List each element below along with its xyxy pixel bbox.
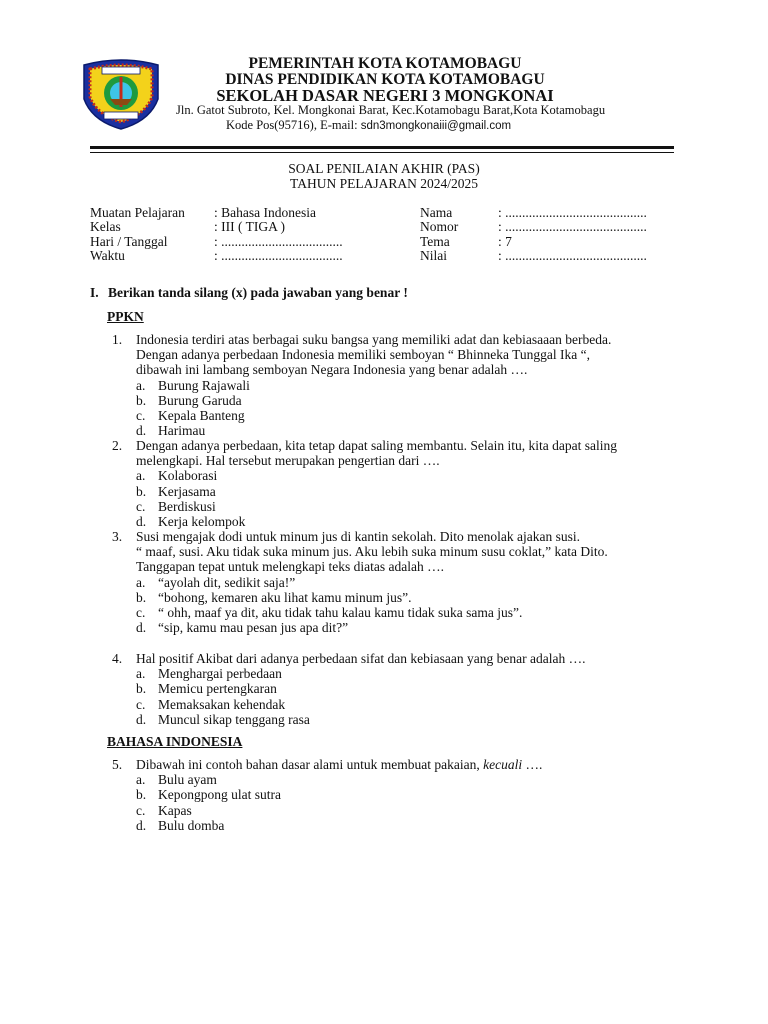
option-letter: c.	[136, 408, 146, 424]
info-label-date: Hari / Tanggal	[90, 234, 168, 249]
letterhead-line-1: PEMERINTAH KOTA KOTAMOBAGU	[248, 55, 522, 72]
question-2	[112, 438, 617, 529]
option-text: Burung Garuda	[158, 392, 242, 408]
question-text-line	[136, 757, 542, 772]
option-text: “sip, kamu mau pesan jus apa dit?”	[158, 620, 349, 636]
option-text: Kolaborasi	[158, 468, 218, 484]
question-number: 1.	[112, 332, 123, 347]
info-label-theme: Tema	[420, 234, 450, 249]
question-number: 4.	[112, 651, 123, 666]
letterhead-divider-thin	[90, 152, 674, 153]
info-value-time: : ....................................	[214, 248, 343, 263]
option-text: Kepala Banteng	[158, 408, 245, 424]
question-text-line: Indonesia terdiri atas berbagai suku bangsa yang memiliki adat dan kebiasaaan berbeda.	[136, 332, 612, 347]
instruction-text: Berikan tanda silang (x) pada jawaban yang benar !	[108, 285, 408, 300]
exam-title: SOAL PENILAIAN AKHIR (PAS)	[288, 161, 480, 176]
option-text: Harimau	[158, 423, 206, 439]
answer-option[interactable]	[136, 408, 611, 423]
option-letter: c.	[136, 498, 146, 514]
option-text: Kepongpong ulat sutra	[158, 787, 281, 803]
academic-year: TAHUN PELAJARAN 2024/2025	[290, 176, 478, 191]
answer-option[interactable]	[136, 772, 542, 787]
option-text: Bulu domba	[158, 817, 225, 833]
option-text: Burung Rajawali	[158, 377, 250, 393]
option-text: Bulu ayam	[158, 772, 217, 788]
option-text: Berdiskusi	[158, 498, 216, 514]
question-4	[112, 651, 585, 727]
info-label-subject: Muatan Pelajaran	[90, 205, 185, 220]
question-text-line: Dengan adanya perbedaan Indonesia memiliki semboyan “ Bhinneka Tunggal Ika “,	[136, 347, 590, 363]
option-text: Kerja kelompok	[158, 514, 246, 530]
letterhead-divider-thick	[90, 146, 674, 149]
question-text-emphasis: kecuali	[483, 757, 523, 772]
option-text: Memaksakan kehendak	[158, 696, 286, 712]
info-value-class: : III ( TIGA )	[214, 219, 285, 234]
option-letter: c.	[136, 802, 146, 818]
option-text: “ayolah dit, sedikit saja!”	[158, 574, 296, 590]
answer-option[interactable]	[136, 514, 617, 529]
question-1	[112, 332, 611, 438]
option-text: Memicu pertengkaran	[158, 681, 277, 697]
option-letter: c.	[136, 605, 146, 621]
question-text-line: “ maaf, susi. Aku tidak suka minum jus. Aku lebih suka minum susu coklat,” kata Dito.	[136, 544, 608, 560]
option-letter: d.	[136, 711, 147, 727]
option-letter: d.	[136, 620, 147, 636]
answer-option[interactable]	[136, 605, 608, 620]
section-title-bahasa-indonesia: BAHASA INDONESIA	[107, 734, 243, 749]
question-text-before: Dibawah ini contoh bahan dasar alami untuk membuat pakaian,	[136, 757, 484, 772]
info-label-number: Nomor	[420, 219, 459, 234]
option-text: “bohong, kemaren aku lihat kamu minum jus”.	[158, 589, 412, 605]
option-letter: a.	[136, 666, 146, 682]
option-letter: a.	[136, 468, 146, 484]
postal-code-label: Kode Pos(95716), E-mail:	[226, 118, 361, 132]
info-value-date: : ....................................	[214, 234, 343, 249]
answer-option[interactable]	[136, 575, 608, 590]
info-value-subject: : Bahasa Indonesia	[214, 205, 316, 220]
option-letter: b.	[136, 392, 147, 408]
letterhead-contact	[226, 118, 511, 133]
question-number: 5.	[112, 757, 123, 772]
question-number: 2.	[112, 438, 123, 453]
answer-option[interactable]	[136, 620, 608, 635]
info-label-class: Kelas	[90, 219, 121, 234]
option-letter: b.	[136, 483, 147, 499]
option-letter: a.	[136, 772, 146, 788]
section-title-ppkn: PPKN	[107, 309, 144, 324]
kotamobagu-crest-icon	[80, 55, 162, 131]
option-text: Kapas	[158, 802, 192, 818]
instruction-number: I.	[90, 285, 99, 300]
letterhead-school-name: SEKOLAH DASAR NEGERI 3 MONGKONAI	[216, 86, 554, 105]
option-letter: d.	[136, 817, 147, 833]
instruction	[90, 285, 408, 301]
option-letter: d.	[136, 423, 147, 439]
answer-option[interactable]	[136, 697, 585, 712]
question-3	[112, 529, 608, 635]
answer-option[interactable]	[136, 393, 611, 408]
info-value-score: : ..........................................	[498, 248, 647, 263]
info-value-number: : ..........................................	[498, 219, 647, 234]
info-label-score: Nilai	[420, 248, 447, 263]
question-5	[112, 757, 542, 833]
question-text-line: Tanggapan tepat untuk melengkapi teks diatas adalah ….	[136, 559, 444, 575]
info-label-time: Waktu	[90, 248, 125, 263]
option-text: Menghargai perbedaan	[158, 666, 282, 682]
option-letter: c.	[136, 696, 146, 712]
letterhead-address: Jln. Gatot Subroto, Kel. Mongkonai Barat, Kec.Kotamobagu Barat,Kota Kotamobagu	[176, 103, 606, 117]
answer-option[interactable]	[136, 818, 542, 833]
question-number: 3.	[112, 529, 123, 544]
question-text-line: Hal positif Akibat dari adanya perbedaan sifat dan kebiasaan yang benar adalah ….	[136, 651, 586, 666]
answer-option[interactable]	[136, 803, 542, 818]
info-value-theme: : 7	[498, 234, 512, 249]
option-text: Kerjasama	[158, 483, 216, 499]
answer-option[interactable]	[136, 484, 617, 499]
option-letter: a.	[136, 377, 146, 393]
answer-option[interactable]	[136, 423, 611, 438]
answer-option[interactable]	[136, 681, 585, 696]
answer-option[interactable]	[136, 712, 585, 727]
question-text-line: melengkapi. Hal tersebut merupakan pengertian dari ….	[136, 453, 440, 469]
option-letter: b.	[136, 589, 147, 605]
school-email: sdn3mongkonaiii@gmail.com	[360, 120, 512, 132]
question-text-line: Dengan adanya perbedaan, kita tetap dapat saling membantu. Selain itu, kita dapat saling	[136, 438, 617, 453]
answer-option[interactable]	[136, 787, 542, 802]
answer-option[interactable]	[136, 378, 611, 393]
option-letter: b.	[136, 787, 147, 803]
question-text-line: Susi mengajak dodi untuk minum jus di kantin sekolah. Dito menolak ajakan susi.	[136, 529, 580, 544]
question-text-after: ….	[522, 757, 543, 772]
info-value-name: : ..........................................	[498, 205, 647, 220]
question-text-line: dibawah ini lambang semboyan Negara Indonesia yang benar adalah ….	[136, 362, 528, 378]
option-text: Muncul sikap tenggang rasa	[158, 711, 310, 727]
option-letter: b.	[136, 681, 147, 697]
option-text: “ ohh, maaf ya dit, aku tidak tahu kalau kamu tidak suka sama jus”.	[158, 605, 523, 621]
info-label-name: Nama	[420, 205, 453, 220]
letterhead-line-2: DINAS PENDIDIKAN KOTA KOTAMOBAGU	[225, 71, 545, 88]
option-letter: d.	[136, 514, 147, 530]
option-letter: a.	[136, 574, 146, 590]
answer-option[interactable]	[136, 499, 617, 514]
answer-option[interactable]	[136, 666, 585, 681]
answer-option[interactable]	[136, 590, 608, 605]
answer-option[interactable]	[136, 468, 617, 483]
